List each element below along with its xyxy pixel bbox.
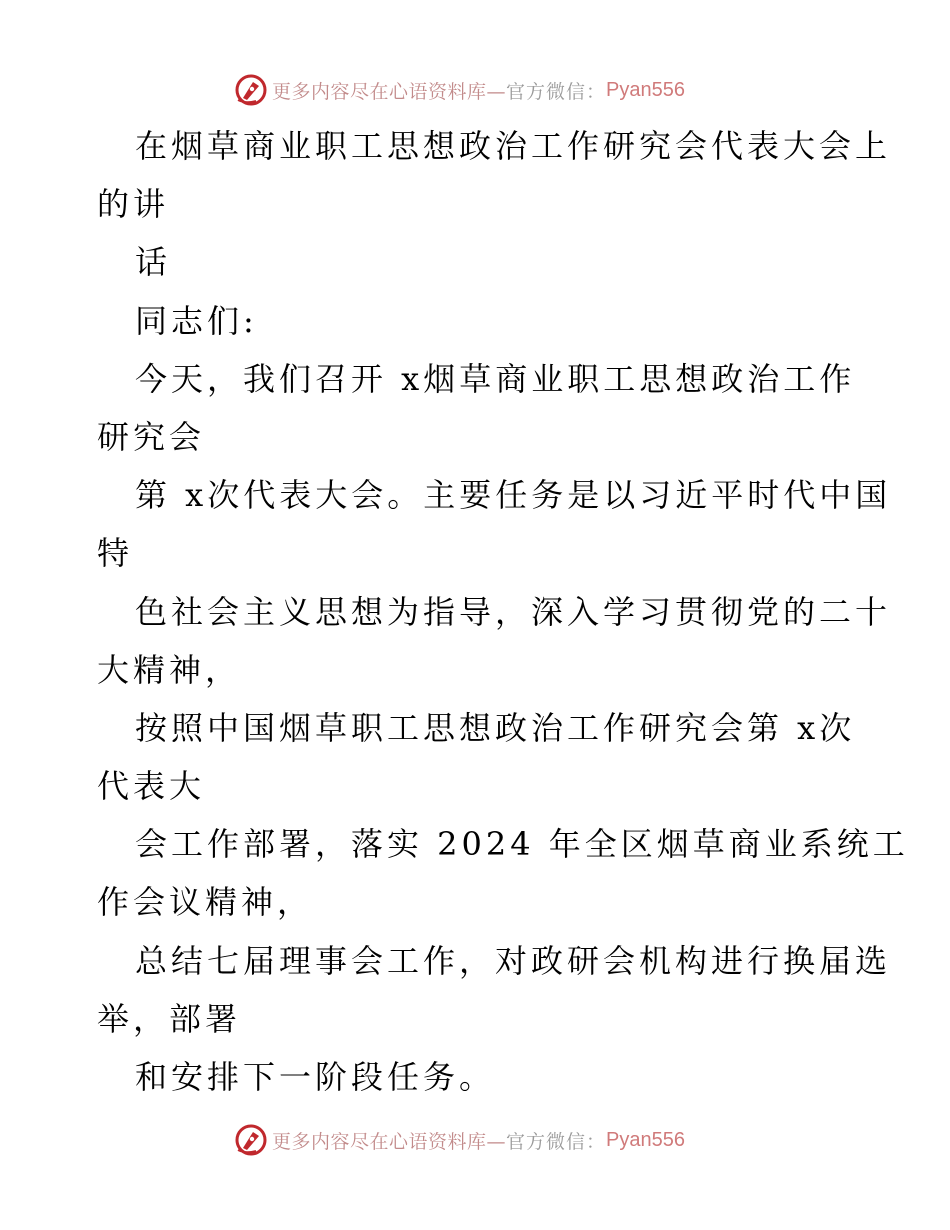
paragraph-line: 代表大 — [97, 767, 206, 806]
paragraph-line: 按照中国烟草职工思想政治工作研究会第 x次 — [135, 708, 856, 747]
speech-body — [97, 117, 909, 1106]
paragraph-line: 总结七届理事会工作，对政研会机构进行换届选 — [135, 941, 892, 980]
paragraph-line: 和安排下一阶段任务。 — [135, 1058, 496, 1096]
banner-wechat-id: Pyan556 — [606, 1128, 685, 1151]
banner-slogan: 更多内容尽在心语资料库— — [272, 1130, 507, 1153]
paragraph-line: 研究会 — [97, 417, 206, 456]
paragraph-line: 今天，我们召开 x烟草商业职工思想政治工作 — [135, 359, 856, 398]
paragraph-line: 作会议精神， — [97, 883, 314, 922]
banner-wechat-label: 官方微信： — [506, 1130, 607, 1153]
pen-nib-logo-icon — [234, 1123, 268, 1157]
footer-banner — [234, 1122, 685, 1158]
paragraph-line: 第 x次代表大会。主要任务是以习近平时代中国 — [135, 476, 892, 515]
salutation: 同志们: — [135, 301, 258, 340]
paragraph-line: 会工作部署，落实 2024 年全区烟草商业系统工 — [135, 825, 909, 864]
banner-slogan: 更多内容尽在心语资料库— — [272, 80, 507, 103]
banner-wechat-label: 官方微信： — [506, 80, 607, 103]
title-line-3: 话 — [135, 243, 172, 282]
title-line-1: 在烟草商业职工思想政治工作研究会代表大会上 — [135, 127, 892, 165]
paragraph-line: 举，部署 — [97, 999, 242, 1038]
header-banner — [234, 72, 685, 108]
paragraph-line: 特 — [97, 534, 134, 573]
banner-wechat-id: Pyan556 — [606, 78, 685, 101]
paragraph-line: 大精神， — [97, 650, 242, 689]
paragraph-line: 色社会主义思想为指导，深入学习贯彻党的二十 — [135, 592, 892, 631]
pen-nib-logo-icon — [234, 73, 268, 107]
title-line-2: 的讲 — [97, 185, 170, 224]
